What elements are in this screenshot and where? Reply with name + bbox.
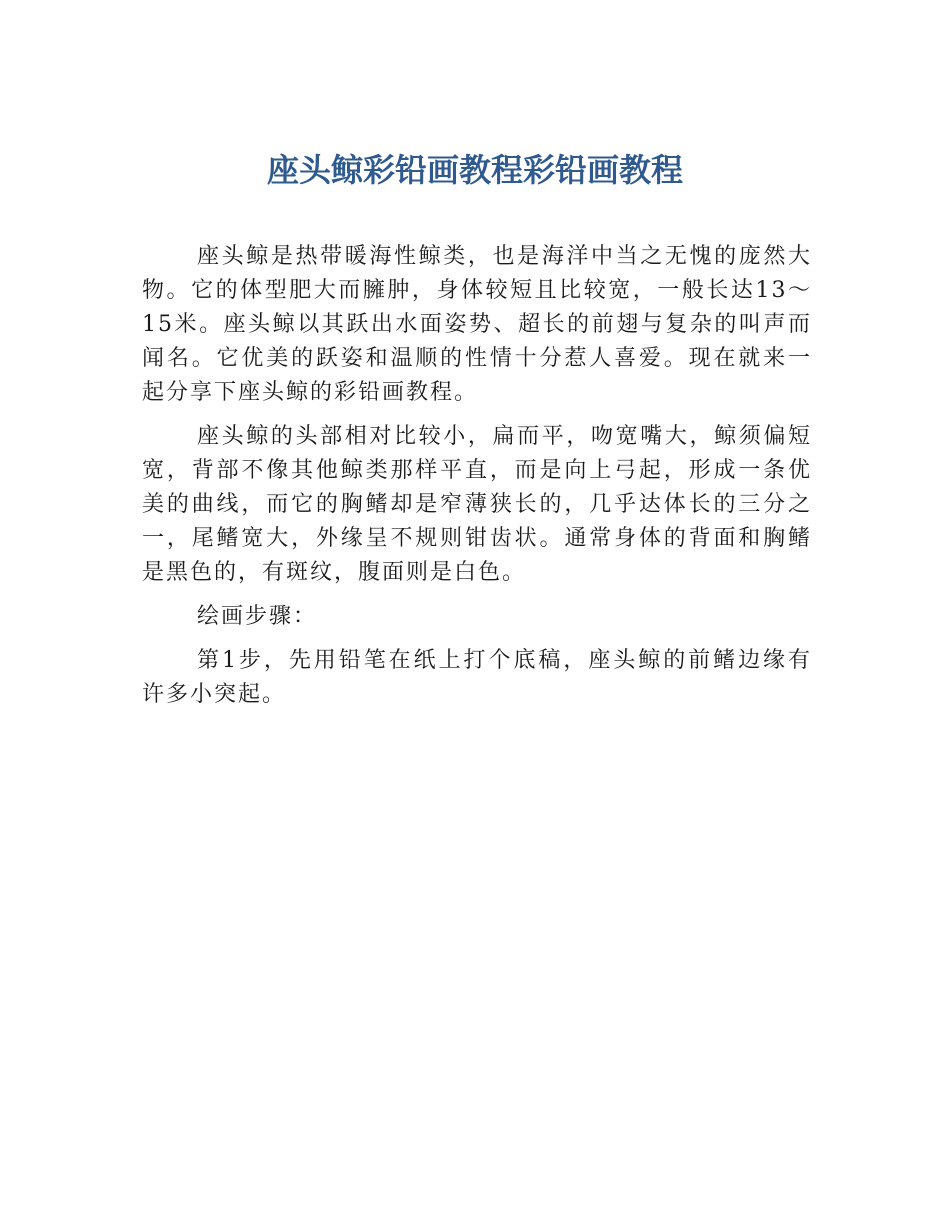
paragraph-steps-heading: 绘画步骤： xyxy=(197,604,318,629)
document-body xyxy=(142,240,812,722)
document-title: 座头鲸彩铅画教程彩铅画教程 xyxy=(266,151,683,189)
paragraph-description: 座头鲸的头部相对比较小，扁而平，吻宽嘴大，鲸须偏短宽，背部不像其他鲸类那样平直，而是向上弓起，形成一条优美的曲线，而它的胸鳍却是窄薄狭长的，几乎达体长的三分之一，尾鳍宽大，外缘呈不规则钳齿状。通常身体的背面和胸鳍是黑色的，有斑纹，腹面则是白色。 xyxy=(142,424,812,585)
paragraph-step-1: 第1步，先用铅笔在纸上打个底稿，座头鲸的前鳍边缘有许多小突起。 xyxy=(142,648,812,707)
paragraph-intro: 座头鲸是热带暖海性鲸类，也是海洋中当之无愧的庞然大物。它的体型肥大而臃肿，身体较短且比较宽，一般长达13～15米。座头鲸以其跃出水面姿势、超长的前翅与复杂的叫声而闻名。它优美的跃姿和温顺的性情十分惹人喜爱。现在就来一起分享下座头鲸的彩铅画教程。 xyxy=(142,244,812,405)
